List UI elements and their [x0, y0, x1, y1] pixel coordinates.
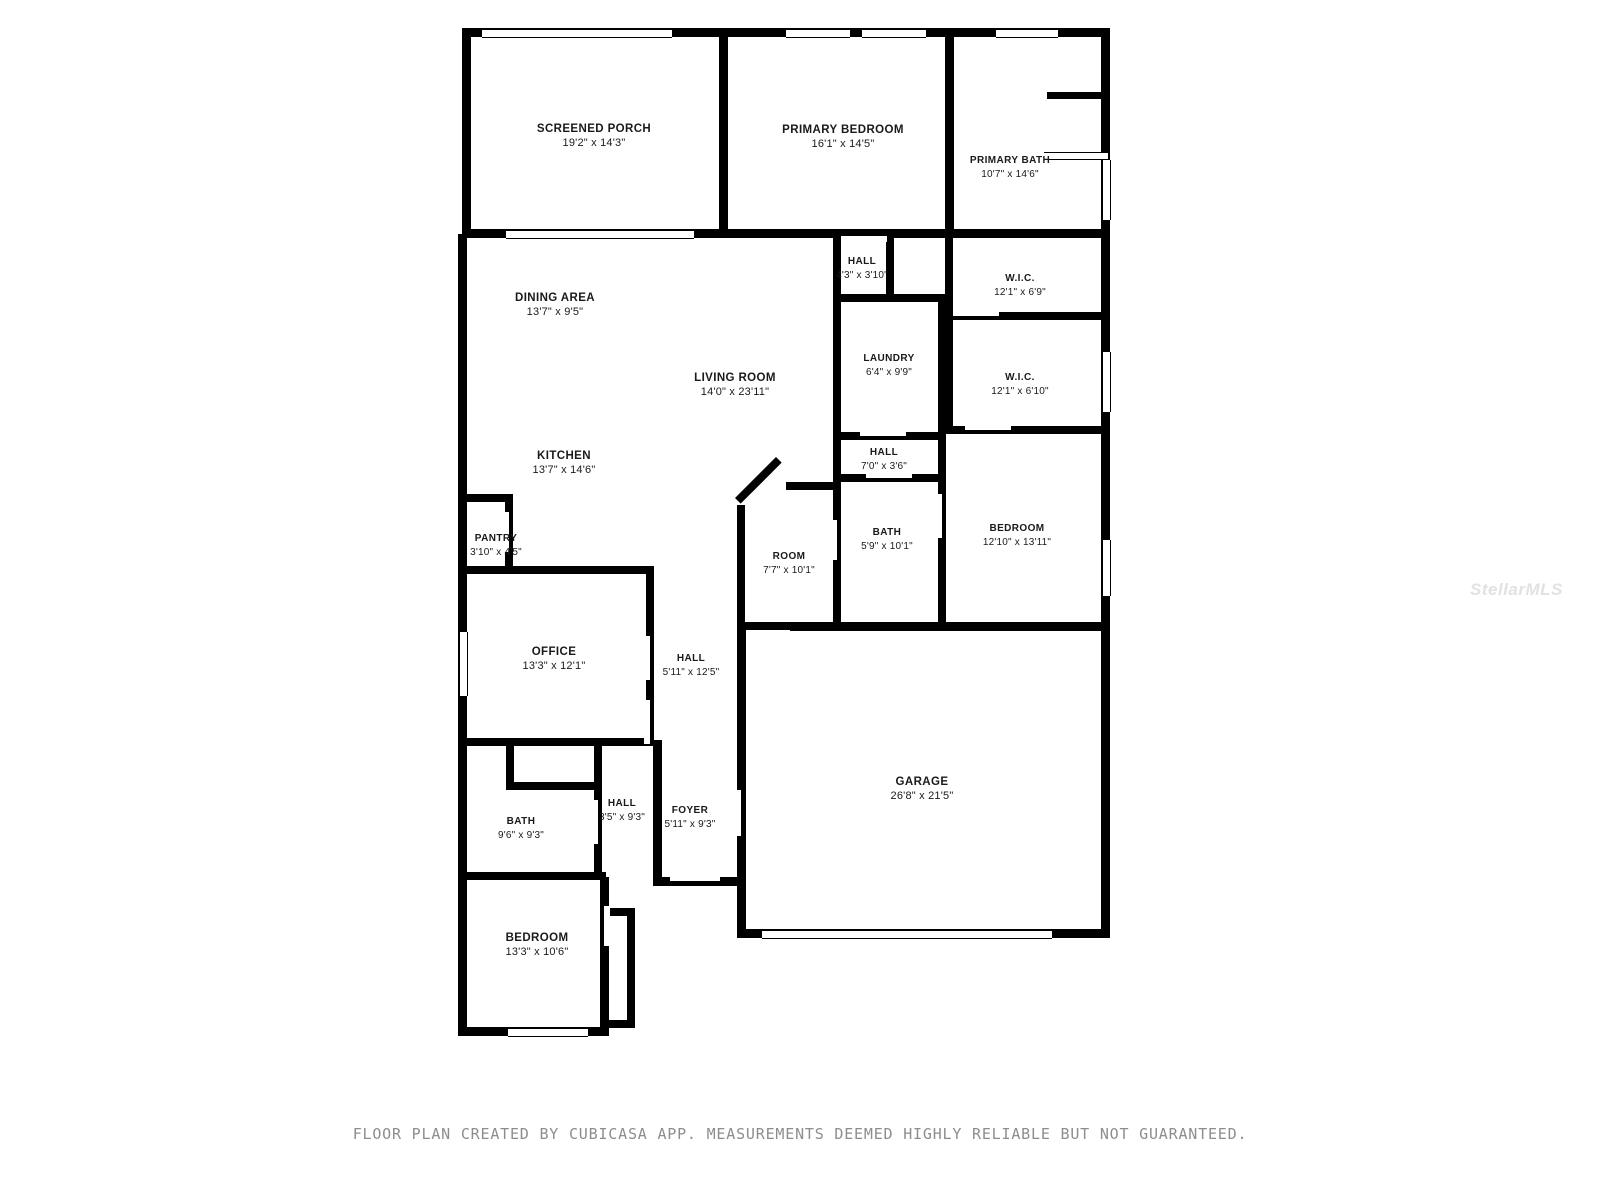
room-label-hall-mid: HALL 7'0" x 3'6": [861, 447, 907, 472]
room-label-garage: GARAGE 26'8" x 21'5": [890, 776, 954, 802]
wall-primary-bath-closet: [1047, 92, 1110, 99]
window-primarybath-tub: [1044, 152, 1108, 160]
wall-room-bottom: [737, 622, 837, 630]
wall-room-diag: [735, 457, 782, 504]
door-hall-foyer: [662, 736, 716, 742]
room-label-hall-upper: HALL 4'3" x 3'10": [836, 256, 888, 281]
room-label-bath-center: BATH 5'9" x 10'1": [861, 527, 913, 552]
wall-primary-bedroom-bottom: [728, 229, 950, 238]
door-wic2: [965, 424, 1011, 430]
room-label-wic-1: W.I.C. 12'1" x 6'9": [994, 273, 1046, 298]
door-bath-center: [831, 520, 837, 560]
wall-wic1-left: [945, 238, 953, 318]
window-bedroom-lower-bottom: [508, 1028, 588, 1037]
room-label-room: ROOM 7'7" x 10'1": [763, 551, 815, 576]
room-label-primary-bedroom: PRIMARY BEDROOM 16'1" x 14'5": [782, 124, 904, 150]
window-garage-door: [762, 930, 1052, 939]
door-laundry: [860, 430, 906, 436]
wall-foyer-left: [653, 740, 662, 882]
window-primary-top-2: [862, 29, 926, 38]
room-label-bath-lower: BATH 9'6" x 9'3": [498, 816, 544, 841]
wall-primary-bath-bottom: [945, 229, 1110, 238]
window-bedroom-right: [1102, 540, 1111, 596]
door-primary-hall: [841, 236, 887, 242]
room-label-wic-2: W.I.C. 12'1" x 6'10": [991, 372, 1049, 397]
room-label-living-room: LIVING ROOM 14'0" x 23'11": [694, 372, 776, 398]
door-office: [644, 636, 650, 680]
wall-lower-bath-bottom: [458, 872, 606, 880]
room-label-hall-lower: HALL 3'5" x 9'3": [599, 798, 645, 823]
room-label-primary-bath: PRIMARY BATH 10'7" x 14'6": [969, 155, 1051, 180]
window-wic2-right: [1102, 352, 1111, 412]
wall-exterior-right-lower: [1101, 626, 1110, 938]
room-label-bedroom-right: BEDROOM 12'10" x 13'11": [982, 523, 1052, 548]
wall-porch-right: [719, 28, 728, 238]
wall-exterior-left-upper: [462, 28, 471, 238]
room-label-foyer: FOYER 5'11" x 9'3": [664, 805, 716, 830]
door-wic1: [953, 310, 999, 316]
wall-laundry-right: [938, 302, 946, 432]
window-primarybath-top: [996, 29, 1058, 38]
room-label-bedroom-lower: BEDROOM 13'3" x 10'6": [505, 932, 569, 958]
wall-hall-mid-left: [833, 440, 841, 482]
room-label-pantry: PANTRY 3'10" x 4'5": [470, 533, 522, 558]
door-foyer-entry: [670, 875, 720, 881]
wall-bedroom-lower-closet-v: [627, 908, 635, 1028]
door-office-lower: [644, 700, 650, 744]
room-label-kitchen: KITCHEN 13'7" x 14'6": [532, 450, 596, 476]
wall-office-bottom: [458, 738, 654, 746]
wall-primary-bath-left: [945, 28, 954, 238]
door-garage-entry: [735, 790, 741, 836]
window-porch-top: [482, 29, 672, 38]
wall-room-top: [786, 482, 834, 490]
wall-room-diag-left: [737, 505, 745, 630]
wall-bath-center-bottom: [833, 622, 946, 630]
door-bedroom-right: [936, 494, 942, 538]
wall-laundry-left: [833, 302, 841, 432]
watermark-stellarmls: StellarMLS: [1470, 580, 1563, 599]
wall-exterior-left-mid: [458, 234, 467, 574]
window-primarybath-right: [1102, 160, 1111, 220]
window-primary-top-1: [786, 29, 850, 38]
wall-wic2-left: [945, 320, 953, 432]
footer-disclaimer: FLOOR PLAN CREATED BY CUBICASA APP. MEASUREMENTS DEEMED HIGHLY RELIABLE BUT NOT GUARANTEED.: [352, 1125, 1248, 1143]
room-label-office: OFFICE 13'3" x 12'1": [522, 646, 586, 672]
wall-lower-bath-ledge: [506, 782, 602, 790]
room-label-screened-porch: SCREENED PORCH 19'2" x 14'3": [536, 123, 652, 149]
door-bedroom-lower: [604, 906, 610, 946]
wall-garage-left: [737, 628, 746, 936]
window-porch-bottom: [506, 230, 694, 239]
wall-hall-upper-bottom: [833, 294, 945, 302]
wall-exterior-bottom-mid: [600, 877, 609, 1036]
door-lower-bath: [592, 800, 598, 844]
wall-kitchen-bottom: [458, 566, 654, 574]
room-label-laundry: LAUNDRY 6'4" x 9'9": [863, 353, 915, 378]
window-office-left: [459, 632, 468, 696]
room-label-hall-office: HALL 5'11" x 12'5": [662, 653, 720, 678]
wall-bedroom-lower-bottom: [600, 1020, 635, 1028]
room-label-dining-area: DINING AREA 13'7" x 9'5": [514, 292, 596, 318]
